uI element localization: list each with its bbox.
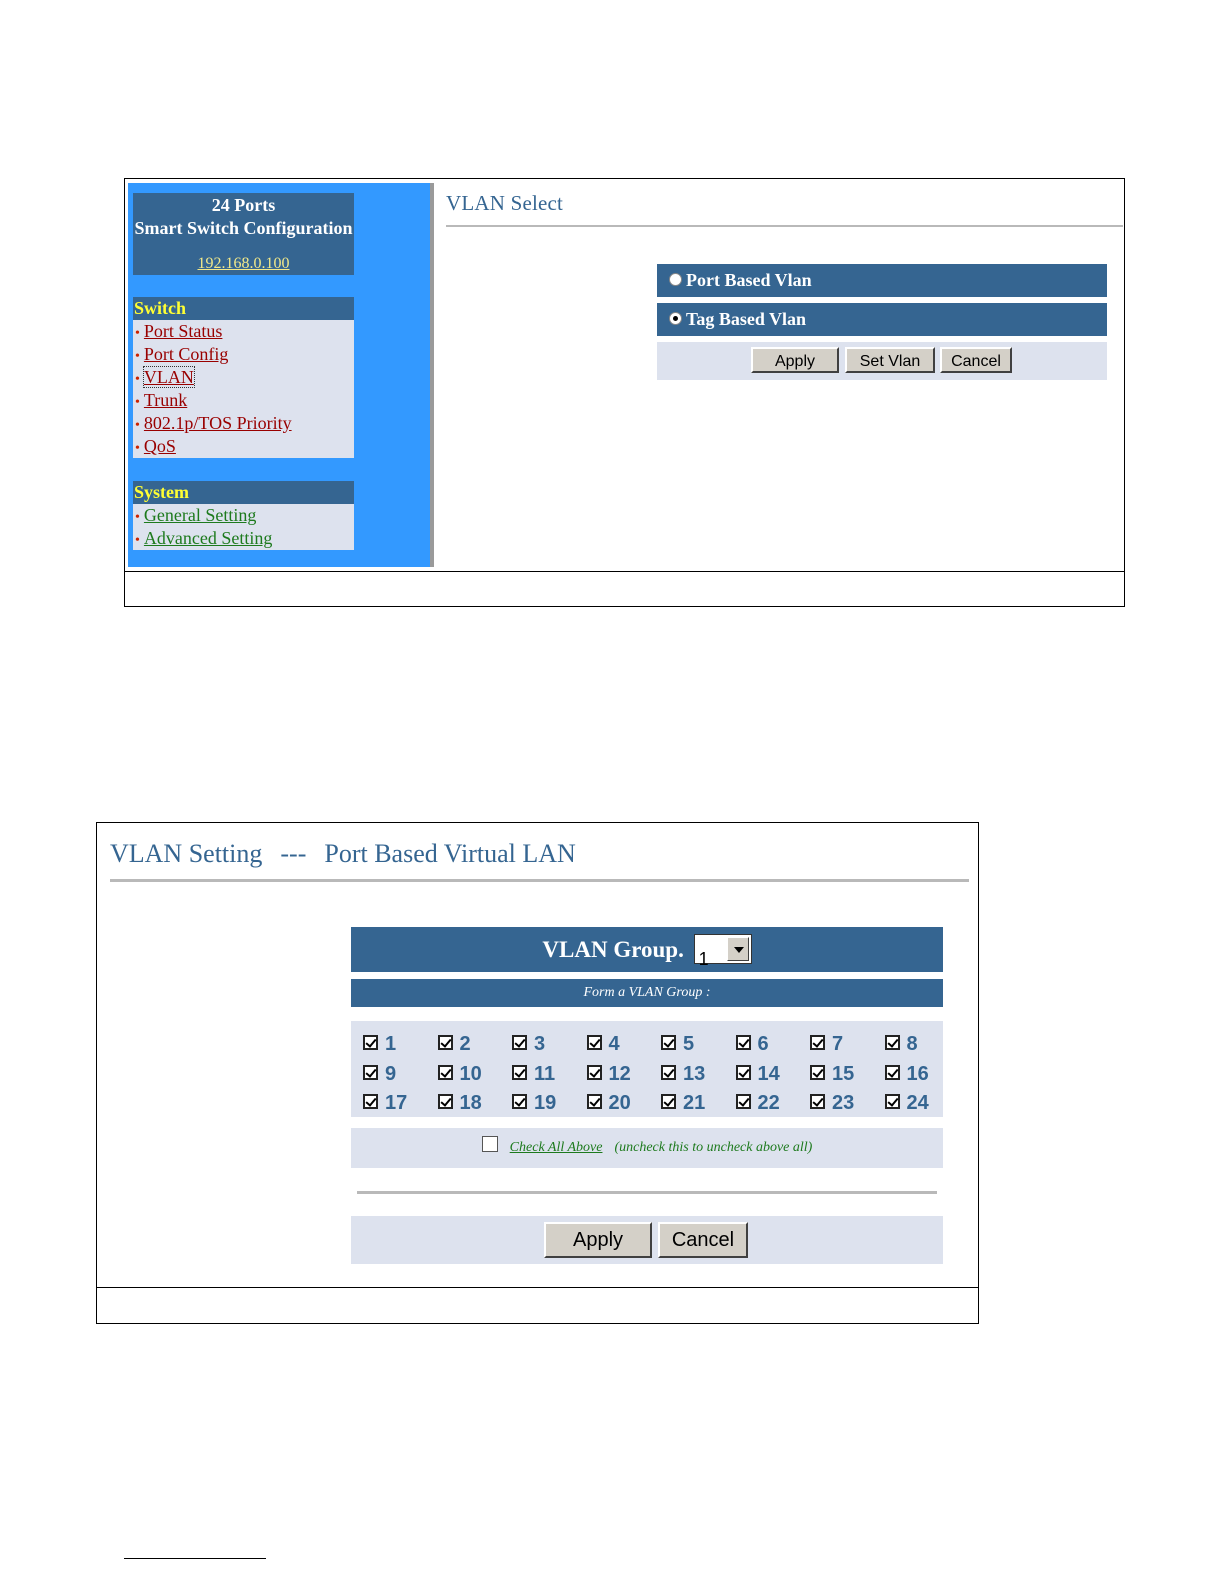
- port-checkbox-item[interactable]: [661, 1062, 705, 1086]
- port-checkbox-item[interactable]: [810, 1091, 854, 1115]
- option-label: Tag Based Vlan: [686, 309, 807, 329]
- port-checkbox[interactable]: [587, 1094, 602, 1109]
- port-checkbox[interactable]: [885, 1094, 900, 1109]
- port-checkbox-item[interactable]: [885, 1091, 929, 1115]
- bullet-icon: •: [135, 326, 140, 341]
- sidebar-item-advanced-setting[interactable]: [133, 527, 354, 550]
- button-bar: [351, 1216, 943, 1264]
- port-number: 11: [534, 1062, 556, 1085]
- sidebar-item-trunk[interactable]: [133, 389, 354, 412]
- port-checkbox-item[interactable]: [512, 1062, 555, 1086]
- sidebar-item-qos[interactable]: [133, 435, 354, 458]
- port-checkbox-item[interactable]: [736, 1091, 780, 1115]
- section-divider: [357, 1191, 937, 1194]
- title-right: Port Based Virtual LAN: [324, 839, 576, 868]
- title-divider: [110, 879, 969, 882]
- sidebar-header: [133, 193, 354, 275]
- port-checkbox-item[interactable]: [512, 1032, 545, 1056]
- frame-divider[interactable]: [430, 183, 434, 567]
- chevron-down-icon[interactable]: [727, 937, 749, 961]
- status-divider: [97, 1287, 978, 1288]
- sidebar-item-priority[interactable]: [133, 412, 354, 435]
- port-number: 19: [534, 1092, 557, 1114]
- port-number: 14: [757, 1062, 780, 1085]
- apply-button[interactable]: Apply: [751, 347, 839, 373]
- port-checkbox-item[interactable]: [587, 1062, 631, 1086]
- page-title: VLAN Select: [446, 191, 564, 215]
- port-checkbox-item[interactable]: [736, 1032, 769, 1056]
- port-number: 24: [906, 1092, 929, 1114]
- sidebar-item-label[interactable]: Trunk: [143, 390, 188, 410]
- port-checkbox[interactable]: [736, 1094, 751, 1109]
- sidebar-item-general-setting[interactable]: [133, 504, 354, 527]
- vlan-group-label: VLAN Group.: [542, 937, 684, 962]
- port-number: 21: [683, 1092, 706, 1114]
- option-port-based-vlan[interactable]: [657, 264, 1107, 297]
- port-checkbox-item[interactable]: [810, 1062, 854, 1086]
- port-checkbox[interactable]: [438, 1035, 453, 1050]
- port-checkbox[interactable]: [661, 1094, 676, 1109]
- device-ip-link[interactable]: 192.168.0.100: [197, 255, 290, 272]
- port-checkbox[interactable]: [438, 1094, 453, 1109]
- port-number: 6: [757, 1033, 769, 1055]
- port-number: 20: [608, 1092, 631, 1114]
- port-checkbox-item[interactable]: [363, 1062, 396, 1086]
- port-checkbox[interactable]: [512, 1065, 527, 1080]
- option-tag-based-vlan[interactable]: [657, 303, 1107, 336]
- port-checkbox[interactable]: [363, 1094, 378, 1109]
- sidebar-item-label[interactable]: Advanced Setting: [143, 528, 273, 548]
- bullet-icon: •: [135, 418, 140, 433]
- sidebar-item-label[interactable]: VLAN: [143, 367, 194, 387]
- page-title: [110, 839, 576, 869]
- port-checkbox-item[interactable]: [885, 1032, 918, 1056]
- port-checkbox-item[interactable]: [438, 1091, 482, 1115]
- sidebar-item-label[interactable]: General Setting: [143, 505, 257, 525]
- port-checkbox[interactable]: [810, 1094, 825, 1109]
- status-divider: [125, 571, 1124, 572]
- bullet-icon: •: [135, 349, 140, 364]
- port-checkbox-item[interactable]: [736, 1062, 780, 1086]
- form-group-caption: Form a VLAN Group :: [351, 979, 943, 1007]
- sidebar-item-port-status[interactable]: [133, 320, 354, 343]
- title-separator: ---: [280, 839, 307, 868]
- port-checkbox-item[interactable]: [810, 1032, 843, 1056]
- port-checkbox-item[interactable]: [587, 1091, 631, 1115]
- set-vlan-button[interactable]: Set Vlan: [845, 347, 935, 373]
- system-menu: [133, 504, 354, 550]
- port-checkbox[interactable]: [736, 1035, 751, 1050]
- port-checkbox[interactable]: [810, 1065, 825, 1080]
- vlan-select-screenshot: [124, 178, 1125, 607]
- port-checkbox[interactable]: [661, 1065, 676, 1080]
- port-checkbox-item[interactable]: [438, 1062, 482, 1086]
- switch-section-title: Switch: [133, 297, 354, 320]
- port-number: 13: [683, 1062, 706, 1085]
- bullet-icon: •: [135, 441, 140, 456]
- sidebar-item-label[interactable]: 802.1p/TOS Priority: [143, 413, 292, 433]
- port-number: 23: [832, 1092, 855, 1114]
- port-checkbox[interactable]: [438, 1065, 453, 1080]
- bullet-icon: •: [135, 533, 140, 548]
- sidebar-item-label[interactable]: Port Config: [143, 344, 229, 364]
- button-bar: [657, 342, 1107, 380]
- tag-based-radio[interactable]: [669, 312, 682, 325]
- check-all-link[interactable]: Check All Above: [509, 1140, 603, 1155]
- port-checkbox-item[interactable]: [661, 1032, 694, 1056]
- bullet-icon: •: [135, 395, 140, 410]
- port-checkbox-item[interactable]: [661, 1091, 705, 1115]
- port-number: 22: [757, 1092, 780, 1114]
- vlan-group-header: [351, 927, 943, 972]
- port-number: 10: [459, 1062, 482, 1085]
- vlan-setting-screenshot: [96, 822, 979, 1324]
- port-checkbox-item[interactable]: [512, 1091, 556, 1115]
- title-left: VLAN Setting: [110, 839, 263, 868]
- port-number: 8: [906, 1033, 918, 1055]
- sidebar-item-vlan[interactable]: [133, 366, 354, 389]
- port-number: 12: [608, 1062, 631, 1085]
- bullet-icon: •: [135, 510, 140, 525]
- port-number: 16: [906, 1062, 929, 1085]
- cancel-button[interactable]: Cancel: [940, 347, 1012, 373]
- port-number: 7: [832, 1033, 844, 1055]
- sidebar: [128, 183, 430, 567]
- switch-menu: [133, 320, 354, 458]
- port-number: 3: [534, 1033, 546, 1055]
- vlan-group-select[interactable]: [694, 934, 752, 969]
- port-checkbox[interactable]: [810, 1035, 825, 1050]
- port-number: 1: [385, 1033, 397, 1055]
- port-checkbox-item[interactable]: [438, 1032, 471, 1056]
- apply-button[interactable]: Apply: [544, 1222, 652, 1258]
- port-number: 18: [459, 1092, 482, 1114]
- port-checkbox[interactable]: [885, 1065, 900, 1080]
- port-checkbox[interactable]: [736, 1065, 751, 1080]
- port-checkbox[interactable]: [512, 1035, 527, 1050]
- vlan-group-value: 1: [698, 948, 709, 969]
- port-checkbox-item[interactable]: [363, 1032, 396, 1056]
- sidebar-item-label[interactable]: Port Status: [143, 321, 223, 341]
- port-checkbox[interactable]: [512, 1094, 527, 1109]
- port-number: 9: [385, 1062, 397, 1085]
- title-divider: [446, 225, 1123, 227]
- port-checkbox-item[interactable]: [587, 1032, 620, 1056]
- port-checkbox-item[interactable]: [885, 1062, 929, 1086]
- port-number: 2: [459, 1033, 471, 1055]
- option-label: Port Based Vlan: [686, 270, 812, 290]
- sidebar-item-label[interactable]: QoS: [143, 436, 176, 456]
- check-all-checkbox[interactable]: [482, 1136, 498, 1152]
- system-section-title: System: [133, 481, 354, 504]
- port-checkbox[interactable]: [363, 1035, 378, 1050]
- port-number: 15: [832, 1062, 855, 1085]
- footnote-rule: [124, 1558, 266, 1559]
- port-number: 4: [608, 1033, 620, 1055]
- cancel-button[interactable]: Cancel: [658, 1222, 748, 1258]
- port-checkbox[interactable]: [587, 1035, 602, 1050]
- port-number: 5: [683, 1033, 695, 1055]
- port-checkbox[interactable]: [587, 1065, 602, 1080]
- port-checkbox-item[interactable]: [363, 1091, 407, 1115]
- port-checkbox-grid: [351, 1021, 943, 1117]
- check-all-note: (uncheck this to uncheck above all): [614, 1140, 813, 1155]
- device-config-title: Smart Switch Configuration: [134, 218, 353, 238]
- port-checkbox[interactable]: [885, 1035, 900, 1050]
- port-based-radio[interactable]: [669, 273, 682, 286]
- port-checkbox[interactable]: [661, 1035, 676, 1050]
- port-number: 17: [385, 1092, 408, 1114]
- port-checkbox[interactable]: [363, 1065, 378, 1080]
- device-ports-title: 24 Ports: [211, 195, 276, 215]
- check-all-bar: [351, 1128, 943, 1168]
- bullet-icon: •: [135, 372, 140, 387]
- sidebar-item-port-config[interactable]: [133, 343, 354, 366]
